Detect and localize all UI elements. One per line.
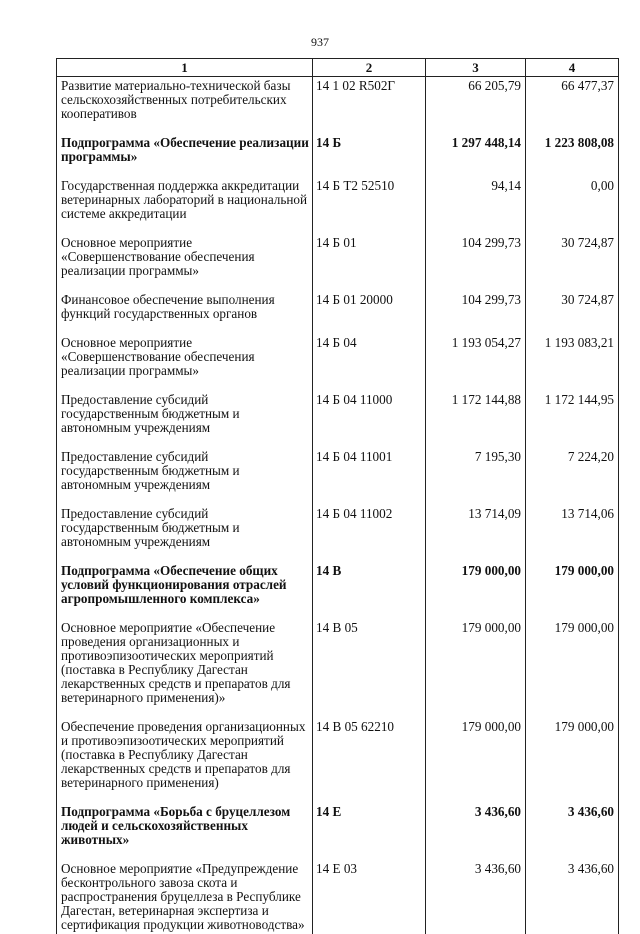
row-value-col4: 3 436,60 [526, 860, 619, 934]
row-value-col4: 7 224,20 [526, 448, 619, 505]
row-value-col4: 1 193 083,21 [526, 334, 619, 391]
row-code-cell: 14 В 05 62210 [313, 718, 426, 803]
table-row [57, 134, 619, 177]
table-row [57, 334, 619, 391]
row-code-cell: 14 Б [313, 134, 426, 177]
column-header-1: 1 [57, 59, 313, 77]
table-row [57, 562, 619, 619]
row-code-cell: 14 Б 04 11000 [313, 391, 426, 448]
table-row [57, 505, 619, 562]
row-value-col3: 1 193 054,27 [426, 334, 526, 391]
column-header-2: 2 [313, 59, 426, 77]
row-value-col4: 3 436,60 [526, 803, 619, 860]
row-value-col4: 179 000,00 [526, 562, 619, 619]
row-name-cell: Предоставление субсидий государственным бюджетным и автономным учреждениям [57, 448, 313, 505]
row-name-cell: Основное мероприятие «Совершенствование обеспечения реализации программы» [57, 334, 313, 391]
page-number: 937 [0, 35, 640, 50]
table-row [57, 448, 619, 505]
row-value-col3: 104 299,73 [426, 291, 526, 334]
row-name-cell: Основное мероприятие «Предупреждение бесконтрольного завоза скота и распространения бруцеллеза в Республике Дагестан, ветеринарная экспертиза и сертификация продукции животноводства» [57, 860, 313, 934]
row-code-cell: 14 Е 03 [313, 860, 426, 934]
table-row [57, 391, 619, 448]
row-code-cell: 14 1 02 R502Г [313, 77, 426, 135]
row-code-cell: 14 Б 04 [313, 334, 426, 391]
row-value-col3: 104 299,73 [426, 234, 526, 291]
table-row [57, 77, 619, 135]
row-value-col3: 179 000,00 [426, 562, 526, 619]
table-row [57, 234, 619, 291]
table-row [57, 718, 619, 803]
row-name-cell: Предоставление субсидий государственным бюджетным и автономным учреждениям [57, 505, 313, 562]
row-value-col3: 13 714,09 [426, 505, 526, 562]
row-name-cell: Государственная поддержка аккредитации ветеринарных лабораторий в национальной системе аккредитации [57, 177, 313, 234]
row-name-cell: Основное мероприятие «Обеспечение проведения организационных и противоэпизоотических мероприятий (поставка в Республику Дагестан лекарственных средств и препаратов для ветеринарного применения)» [57, 619, 313, 718]
row-code-cell: 14 В [313, 562, 426, 619]
row-name-cell: Развитие материально-технической базы сельскохозяйственных потребительских кооперативов [57, 77, 313, 135]
row-code-cell: 14 Б 04 11001 [313, 448, 426, 505]
table-row [57, 291, 619, 334]
row-value-col4: 179 000,00 [526, 718, 619, 803]
budget-table [56, 58, 619, 934]
column-header-3: 3 [426, 59, 526, 77]
row-name-cell: Подпрограмма «Обеспечение общих условий функционирования отраслей агропромышленного комплекса» [57, 562, 313, 619]
row-name-cell: Финансовое обеспечение выполнения функций государственных органов [57, 291, 313, 334]
row-value-col3: 1 172 144,88 [426, 391, 526, 448]
row-code-cell: 14 Б 04 11002 [313, 505, 426, 562]
row-value-col4: 0,00 [526, 177, 619, 234]
row-name-cell: Обеспечение проведения организационных и противоэпизоотических мероприятий (поставка в Республику Дагестан лекарственных средств и препаратов для ветеринарного применения) [57, 718, 313, 803]
row-code-cell: 14 В 05 [313, 619, 426, 718]
row-value-col3: 3 436,60 [426, 860, 526, 934]
table-header-row [57, 59, 619, 77]
row-name-cell: Подпрограмма «Обеспечение реализации программы» [57, 134, 313, 177]
row-value-col3: 94,14 [426, 177, 526, 234]
row-code-cell: 14 Б 01 20000 [313, 291, 426, 334]
row-value-col3: 179 000,00 [426, 619, 526, 718]
row-code-cell: 14 Б 01 [313, 234, 426, 291]
row-value-col3: 3 436,60 [426, 803, 526, 860]
row-name-cell: Основное мероприятие «Совершенствование обеспечения реализации программы» [57, 234, 313, 291]
row-name-cell: Предоставление субсидий государственным бюджетным и автономным учреждениям [57, 391, 313, 448]
table-row [57, 619, 619, 718]
table-row [57, 803, 619, 860]
table-body [57, 77, 619, 934]
row-value-col4: 66 477,37 [526, 77, 619, 135]
column-header-4: 4 [526, 59, 619, 77]
row-value-col4: 13 714,06 [526, 505, 619, 562]
row-value-col4: 1 223 808,08 [526, 134, 619, 177]
row-value-col4: 179 000,00 [526, 619, 619, 718]
row-value-col4: 1 172 144,95 [526, 391, 619, 448]
row-value-col3: 66 205,79 [426, 77, 526, 135]
row-code-cell: 14 Е [313, 803, 426, 860]
row-value-col3: 1 297 448,14 [426, 134, 526, 177]
table-row [57, 177, 619, 234]
table-row [57, 860, 619, 934]
row-value-col3: 7 195,30 [426, 448, 526, 505]
row-value-col4: 30 724,87 [526, 291, 619, 334]
row-value-col4: 30 724,87 [526, 234, 619, 291]
row-name-cell: Подпрограмма «Борьба с бруцеллезом людей и сельскохозяйственных животных» [57, 803, 313, 860]
row-value-col3: 179 000,00 [426, 718, 526, 803]
row-code-cell: 14 Б Т2 52510 [313, 177, 426, 234]
